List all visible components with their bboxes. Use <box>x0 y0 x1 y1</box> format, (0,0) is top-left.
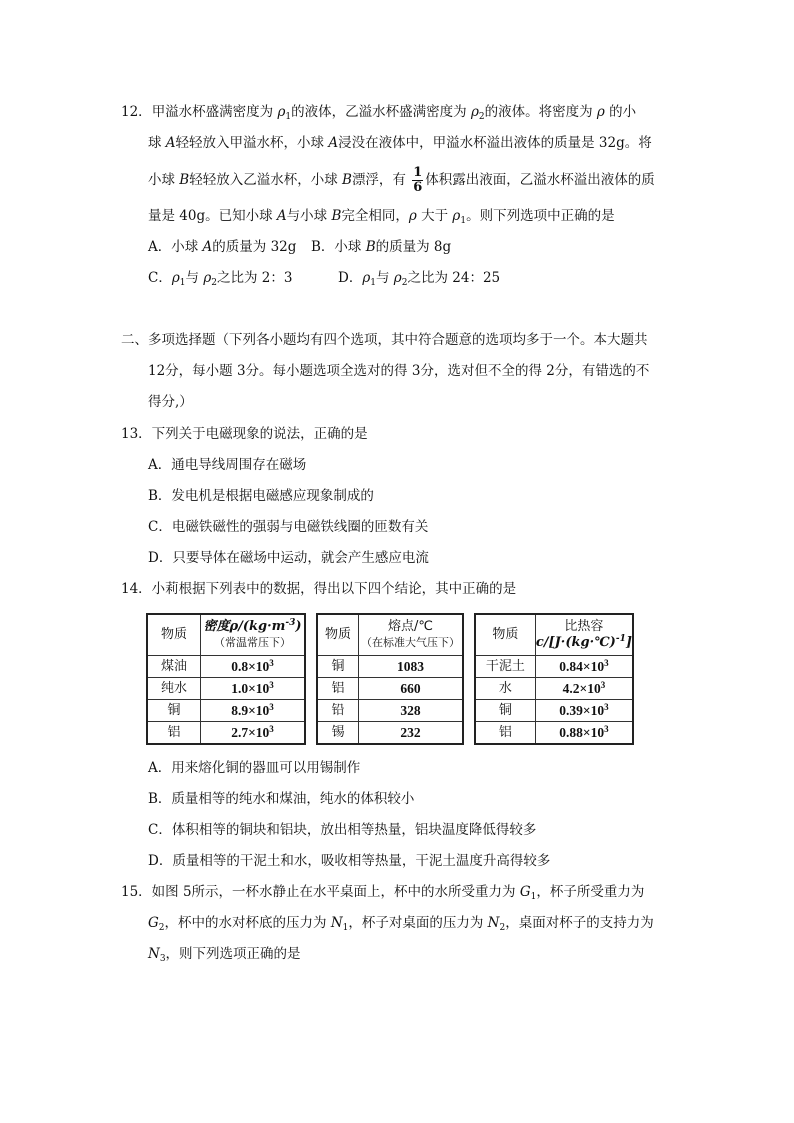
q13-option-d: D．只要导体在磁场中运动，就会产生感应电流 <box>148 550 429 566</box>
heat-row-value: $0.39\times 10^3$ <box>535 700 633 722</box>
q13-stem: 13．下列关于电磁现象的说法，正确的是 <box>121 426 368 442</box>
fraction-one-sixth: $\frac{1}{6}$ <box>413 165 423 195</box>
heat-row-name: 干泥土 <box>475 656 535 678</box>
q13-option-b: B．发电机是根据电磁感应现象制成的 <box>148 488 374 504</box>
density-row-name: 纯水 <box>147 678 201 700</box>
q12-option-c: C．$\rho_1$与 $\rho_2$之比为 2：3 <box>148 270 293 288</box>
melting-row-name: 锡 <box>317 722 359 745</box>
q14-stem: 14．小莉根据下列表中的数据，得出以下四个结论，其中正确的是 <box>121 581 517 597</box>
specific-heat-table <box>474 613 634 745</box>
heat-header-title: 比热容 c/[J·(kg·℃)$^{-1}$] <box>535 614 633 656</box>
density-row-value: $2.7\times 10^3$ <box>201 722 306 745</box>
q15-line-3: $N_3$，则下列选项正确的是 <box>148 946 301 964</box>
heat-row-value: $0.84\times 10^3$ <box>535 656 633 678</box>
q12-line-2: 球 A轻轻放入甲溢水杯，小球 A浸没在液体中，甲溢水杯溢出液体的质量是 32g。将 <box>148 135 652 151</box>
heat-row-value: $4.2\times 10^3$ <box>535 678 633 700</box>
heat-header-name: 物质 <box>475 614 535 656</box>
heat-row-name: 水 <box>475 678 535 700</box>
melting-point-table <box>316 613 464 745</box>
density-row-value: $8.9\times 10^3$ <box>201 700 306 722</box>
q13-option-a: A．通电导线周围存在磁场 <box>148 457 307 473</box>
density-row-name: 铝 <box>147 722 201 745</box>
density-row-value: $0.8\times 10^3$ <box>201 656 306 678</box>
heat-row-name: 铝 <box>475 722 535 745</box>
q14-option-c: C．体积相等的铜块和铝块，放出相等热量，铝块温度降低得较多 <box>148 822 537 838</box>
density-header-name: 物质 <box>147 614 201 656</box>
heat-row-name: 铜 <box>475 700 535 722</box>
q12-line-1: 12．甲溢水杯盛满密度为 $\rho_1$的液体，乙溢水杯盛满密度为 $\rho_2$的液体。将密度为 ρ 的小 <box>121 104 637 122</box>
q14-option-a: A．用来熔化铜的器皿可以用锡制作 <box>148 760 361 776</box>
q12-line-3: 小球 B轻轻放入乙溢水杯，小球 B漂浮，有 $\frac{1}{6}$ 体积露出液面，乙溢水杯溢出液体的质 <box>148 165 655 195</box>
q14-option-b: B．质量相等的纯水和煤油，纯水的体积较小 <box>148 791 415 807</box>
q13-option-c: C．电磁铁磁性的强弱与电磁铁线圈的匝数有关 <box>148 519 429 535</box>
melting-header-title: 熔点/℃ （在标准大气压下） <box>359 614 464 656</box>
q12-option-b: B．小球 B的质量为 8g <box>311 239 452 255</box>
melting-row-name: 铜 <box>317 656 359 678</box>
density-row-name: 铜 <box>147 700 201 722</box>
heat-row-value: $0.88\times 10^3$ <box>535 722 633 745</box>
melting-row-name: 铝 <box>317 678 359 700</box>
q12-option-a: A．小球 A的质量为 32g <box>148 239 297 255</box>
melting-row-value: 232 <box>359 722 464 745</box>
section2-heading-line-3: 得分,） <box>148 394 193 410</box>
melting-row-value: 1083 <box>359 656 464 678</box>
section2-heading-line-2: 12分，每小题 3分。每小题选项全选对的得 3分，选对但不全的得 2分，有错选的不 <box>148 363 650 379</box>
q12-option-d: D．$\rho_1$与 $\rho_2$之比为 24：25 <box>338 270 501 288</box>
density-row-name: 煤油 <box>147 656 201 678</box>
q12-line-4: 量是 40g。已知小球 A与小球 B完全相同，ρ 大于 $\rho_1$。则下列选项中正确的是 <box>148 208 615 226</box>
density-header-title: 密度$\rho/(kg\cdot m^{-3})$ （常温常压下） <box>201 614 306 656</box>
q14-option-d: D．质量相等的干泥土和水，吸收相等热量，干泥土温度升高得较多 <box>148 853 551 869</box>
melting-row-value: 328 <box>359 700 464 722</box>
density-table <box>146 613 306 745</box>
melting-row-name: 铅 <box>317 700 359 722</box>
q15-line-1: 15．如图 5所示，一杯水静止在水平桌面上，杯中的水所受重力为 $G_1$，杯子所受重力为 <box>121 884 645 902</box>
section2-heading-line-1: 二、多项选择题（下列各小题均有四个选项，其中符合题意的选项均多于一个。本大题共 <box>121 332 648 348</box>
melting-row-value: 660 <box>359 678 464 700</box>
melting-header-name: 物质 <box>317 614 359 656</box>
density-row-value: $1.0\times 10^3$ <box>201 678 306 700</box>
q15-line-2: $G_2$，杯中的水对杯底的压力为 $N_1$，杯子对桌面的压力为 $N_2$，桌面对杯子的支持力为 <box>148 915 654 933</box>
